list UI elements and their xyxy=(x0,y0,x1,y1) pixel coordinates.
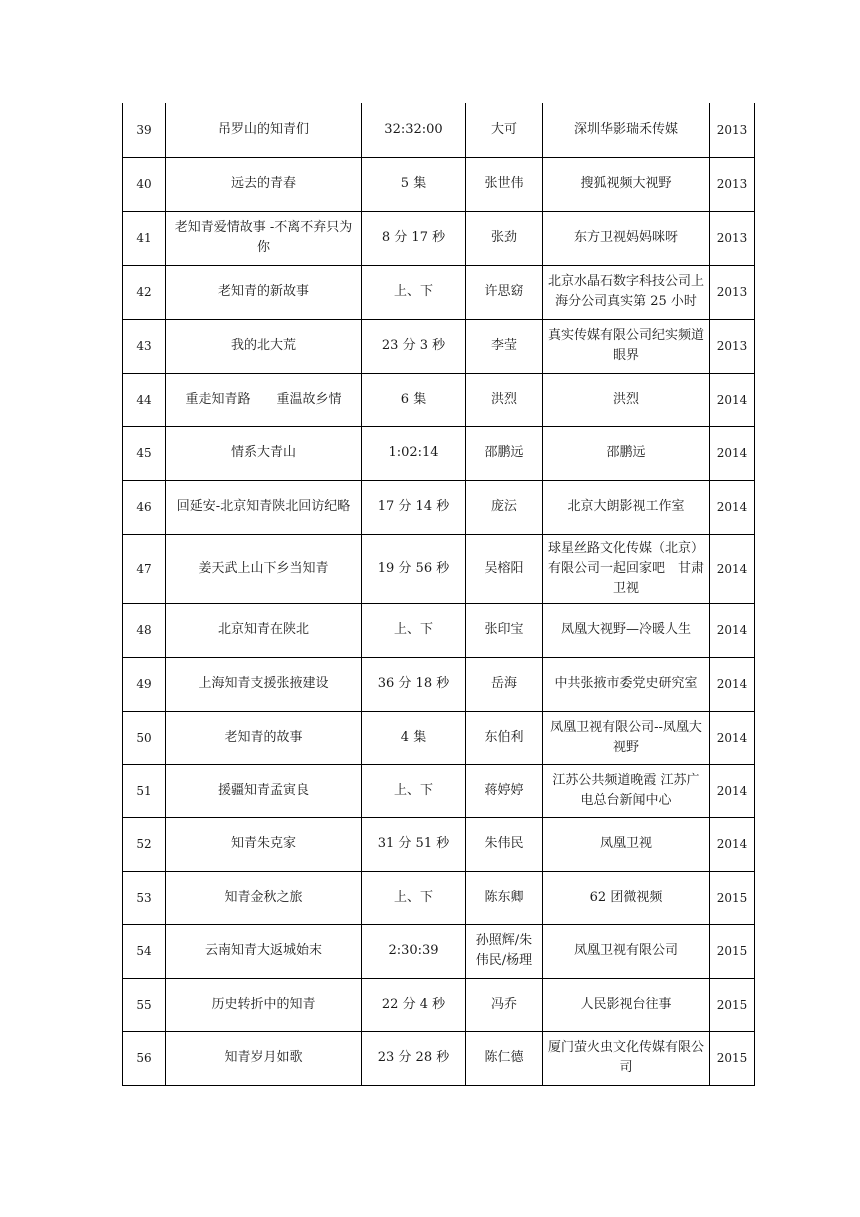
cell-title: 云南知青大返城始末 xyxy=(166,924,362,978)
cell-title: 姜天武上山下乡当知青 xyxy=(166,534,362,603)
cell-director: 许思窈 xyxy=(466,265,543,319)
cell-length: 5 集 xyxy=(362,157,466,211)
cell-title: 重走知青路 重温故乡情 xyxy=(166,373,362,426)
cell-director: 孙照辉/朱伟民/杨理 xyxy=(466,924,543,978)
cell-length: 6 集 xyxy=(362,373,466,426)
table-row xyxy=(123,764,755,817)
cell-length: 32:32:00 xyxy=(362,103,466,157)
cell-length: 上、下 xyxy=(362,764,466,817)
cell-director: 庞沄 xyxy=(466,480,543,534)
cell-title: 老知青的故事 xyxy=(166,711,362,764)
table-row xyxy=(123,373,755,426)
cell-length: 8 分 17 秒 xyxy=(362,211,466,265)
cell-number: 47 xyxy=(123,534,166,603)
cell-number: 54 xyxy=(123,924,166,978)
cell-length: 上、下 xyxy=(362,603,466,657)
cell-producer: 真实传媒有限公司纪实频道眼界 xyxy=(543,319,710,373)
cell-producer: 搜狐视频大视野 xyxy=(543,157,710,211)
table-row xyxy=(123,534,755,603)
cell-producer: 江苏公共频道晚霞 江苏广电总台新闻中心 xyxy=(543,764,710,817)
cell-length: 23 分 3 秒 xyxy=(362,319,466,373)
cell-year: 2014 xyxy=(710,764,755,817)
cell-number: 45 xyxy=(123,426,166,480)
cell-title: 远去的青春 xyxy=(166,157,362,211)
cell-number: 52 xyxy=(123,817,166,871)
cell-length: 22 分 4 秒 xyxy=(362,978,466,1031)
cell-year: 2015 xyxy=(710,1031,755,1085)
cell-length: 31 分 51 秒 xyxy=(362,817,466,871)
cell-year: 2013 xyxy=(710,103,755,157)
cell-director: 岳海 xyxy=(466,657,543,711)
table-row xyxy=(123,103,755,157)
table-row xyxy=(123,157,755,211)
cell-number: 48 xyxy=(123,603,166,657)
cell-number: 43 xyxy=(123,319,166,373)
cell-number: 42 xyxy=(123,265,166,319)
cell-number: 41 xyxy=(123,211,166,265)
cell-producer: 凤凰大视野—冷暖人生 xyxy=(543,603,710,657)
cell-producer: 深圳华影瑞禾传媒 xyxy=(543,103,710,157)
table-row xyxy=(123,978,755,1031)
cell-length: 23 分 28 秒 xyxy=(362,1031,466,1085)
cell-producer: 洪烈 xyxy=(543,373,710,426)
cell-number: 56 xyxy=(123,1031,166,1085)
cell-director: 冯乔 xyxy=(466,978,543,1031)
cell-title: 援疆知青孟寅良 xyxy=(166,764,362,817)
cell-length: 2:30:39 xyxy=(362,924,466,978)
cell-producer: 凤凰卫视有限公司--凤凰大视野 xyxy=(543,711,710,764)
cell-year: 2013 xyxy=(710,319,755,373)
cell-producer: 凤凰卫视 xyxy=(543,817,710,871)
cell-director: 张印宝 xyxy=(466,603,543,657)
cell-producer: 人民影视台往事 xyxy=(543,978,710,1031)
table-row xyxy=(123,1031,755,1085)
cell-title: 上海知青支援张掖建设 xyxy=(166,657,362,711)
cell-length: 上、下 xyxy=(362,265,466,319)
cell-director: 吴榕阳 xyxy=(466,534,543,603)
cell-director: 张劲 xyxy=(466,211,543,265)
cell-producer: 中共张掖市委党史研究室 xyxy=(543,657,710,711)
cell-producer: 凤凰卫视有限公司 xyxy=(543,924,710,978)
table-row xyxy=(123,711,755,764)
cell-director: 邵鹏远 xyxy=(466,426,543,480)
cell-producer: 62 团微视频 xyxy=(543,871,710,924)
cell-director: 朱伟民 xyxy=(466,817,543,871)
cell-year: 2014 xyxy=(710,373,755,426)
cell-title: 北京知青在陕北 xyxy=(166,603,362,657)
cell-number: 44 xyxy=(123,373,166,426)
cell-year: 2014 xyxy=(710,426,755,480)
cell-director: 陈东卿 xyxy=(466,871,543,924)
cell-year: 2013 xyxy=(710,211,755,265)
table-row xyxy=(123,211,755,265)
cell-title: 知青朱克家 xyxy=(166,817,362,871)
cell-title: 我的北大荒 xyxy=(166,319,362,373)
cell-director: 陈仁德 xyxy=(466,1031,543,1085)
cell-year: 2014 xyxy=(710,711,755,764)
cell-title: 历史转折中的知青 xyxy=(166,978,362,1031)
table-row xyxy=(123,265,755,319)
cell-title: 老知青爱情故事 -不离不弃只为你 xyxy=(166,211,362,265)
cell-number: 55 xyxy=(123,978,166,1031)
cell-producer: 邵鹏远 xyxy=(543,426,710,480)
documentary-table xyxy=(122,103,755,1086)
cell-number: 39 xyxy=(123,103,166,157)
cell-title: 情系大青山 xyxy=(166,426,362,480)
cell-length: 4 集 xyxy=(362,711,466,764)
cell-number: 51 xyxy=(123,764,166,817)
cell-number: 50 xyxy=(123,711,166,764)
cell-length: 上、下 xyxy=(362,871,466,924)
table-row xyxy=(123,657,755,711)
cell-year: 2013 xyxy=(710,157,755,211)
table-row xyxy=(123,480,755,534)
cell-length: 17 分 14 秒 xyxy=(362,480,466,534)
cell-producer: 北京大朗影视工作室 xyxy=(543,480,710,534)
table-row xyxy=(123,817,755,871)
cell-year: 2015 xyxy=(710,871,755,924)
table-row xyxy=(123,426,755,480)
cell-producer: 厦门萤火虫文化传媒有限公司 xyxy=(543,1031,710,1085)
cell-number: 53 xyxy=(123,871,166,924)
cell-year: 2014 xyxy=(710,817,755,871)
cell-number: 49 xyxy=(123,657,166,711)
cell-year: 2014 xyxy=(710,480,755,534)
cell-director: 李莹 xyxy=(466,319,543,373)
cell-producer: 球星丝路文化传媒（北京）有限公司一起回家吧 甘肃卫视 xyxy=(543,534,710,603)
cell-length: 19 分 56 秒 xyxy=(362,534,466,603)
cell-number: 46 xyxy=(123,480,166,534)
cell-director: 洪烈 xyxy=(466,373,543,426)
cell-director: 蒋婷婷 xyxy=(466,764,543,817)
cell-title: 老知青的新故事 xyxy=(166,265,362,319)
cell-title: 知青金秋之旅 xyxy=(166,871,362,924)
cell-year: 2014 xyxy=(710,657,755,711)
cell-year: 2013 xyxy=(710,265,755,319)
cell-year: 2014 xyxy=(710,603,755,657)
cell-director: 东伯利 xyxy=(466,711,543,764)
cell-title: 回延安-北京知青陕北回访纪略 xyxy=(166,480,362,534)
table-row xyxy=(123,924,755,978)
cell-number: 40 xyxy=(123,157,166,211)
cell-producer: 北京水晶石数字科技公司上海分公司真实第 25 小时 xyxy=(543,265,710,319)
table-row xyxy=(123,871,755,924)
cell-title: 吊罗山的知青们 xyxy=(166,103,362,157)
cell-year: 2015 xyxy=(710,978,755,1031)
table-row xyxy=(123,603,755,657)
cell-year: 2015 xyxy=(710,924,755,978)
cell-producer: 东方卫视妈妈咪呀 xyxy=(543,211,710,265)
cell-director: 张世伟 xyxy=(466,157,543,211)
table-body xyxy=(123,103,755,1085)
cell-length: 1:02:14 xyxy=(362,426,466,480)
cell-title: 知青岁月如歌 xyxy=(166,1031,362,1085)
table-row xyxy=(123,319,755,373)
cell-director: 大可 xyxy=(466,103,543,157)
cell-length: 36 分 18 秒 xyxy=(362,657,466,711)
cell-year: 2014 xyxy=(710,534,755,603)
